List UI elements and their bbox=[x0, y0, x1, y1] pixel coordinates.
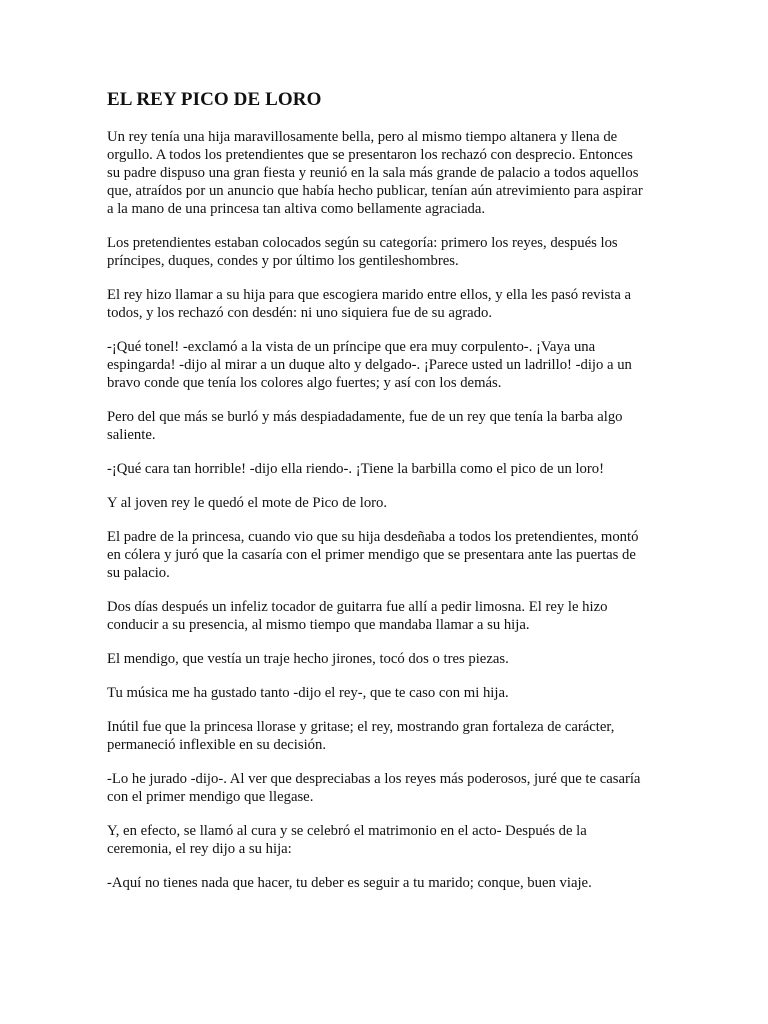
paragraph: Los pretendientes estaban colocados según su categoría: primero los reyes, después los príncipes, duques, condes y por último los gentileshombres. bbox=[107, 235, 618, 269]
paragraph: Un rey tenía una hija maravillosamente bella, pero al mismo tiempo altanera y llena de orgullo. A todos los pretendientes que se presentaron los rechazó con desprecio. Entonces su padre dispuso una gran fiesta y reunió en la sala más grande de palacio a todos aquellos que, atraídos por un anuncio que había hecho publicar, tenían aún atrevimiento para aspirar a la mano de una princesa tan altiva como bellamente agraciada. bbox=[107, 129, 643, 217]
paragraph: El mendigo, que vestía un traje hecho jirones, tocó dos o tres piezas. bbox=[107, 651, 509, 667]
paragraph: Dos días después un infeliz tocador de guitarra fue allí a pedir limosna. El rey le hizo conducir a su presencia, al mismo tiempo que mandaba llamar a su hija. bbox=[107, 599, 608, 633]
document-title: EL REY PICO DE LORO bbox=[107, 89, 322, 110]
paragraph: -¡Qué tonel! -exclamó a la vista de un príncipe que era muy corpulento-. ¡Vaya una espingarda! -dijo al mirar a un duque alto y delgado-. ¡Parece usted un ladrillo! -dijo a un bravo conde que tenía los colores algo fuertes; y así con los demás. bbox=[107, 339, 632, 391]
document-body bbox=[107, 89, 667, 908]
paragraph: Y al joven rey le quedó el mote de Pico de loro. bbox=[107, 495, 388, 511]
paragraph: -Aquí no tienes nada que hacer, tu deber es seguir a tu marido; conque, buen viaje. bbox=[107, 875, 592, 891]
paragraph: El rey hizo llamar a su hija para que escogiera marido entre ellos, y ella les pasó revista a todos, y los rechazó con desdén: ni uno siquiera fue de su agrado. bbox=[107, 287, 632, 321]
paragraph: -¡Qué cara tan horrible! -dijo ella riendo-. ¡Tiene la barbilla como el pico de un loro! bbox=[107, 461, 605, 477]
paragraph: El padre de la princesa, cuando vio que su hija desdeñaba a todos los pretendientes, montó en cólera y juró que la casaría con el primer mendigo que se presentara ante las puertas de su palacio. bbox=[107, 529, 639, 581]
paragraph: Tu música me ha gustado tanto -dijo el rey-, que te caso con mi hija. bbox=[107, 685, 509, 701]
paragraph: Y, en efecto, se llamó al cura y se celebró el matrimonio en el acto- Después de la ceremonia, el rey dijo a su hija: bbox=[107, 823, 587, 857]
paragraph: -Lo he jurado -dijo-. Al ver que despreciabas a los reyes más poderosos, juré que te casaría con el primer mendigo que llegase. bbox=[107, 771, 641, 805]
paragraph: Pero del que más se burló y más despiadadamente, fue de un rey que tenía la barba algo saliente. bbox=[107, 409, 623, 443]
paragraph: Inútil fue que la princesa llorase y gritase; el rey, mostrando gran fortaleza de carácter, permaneció inflexible en su decisión. bbox=[107, 719, 615, 753]
